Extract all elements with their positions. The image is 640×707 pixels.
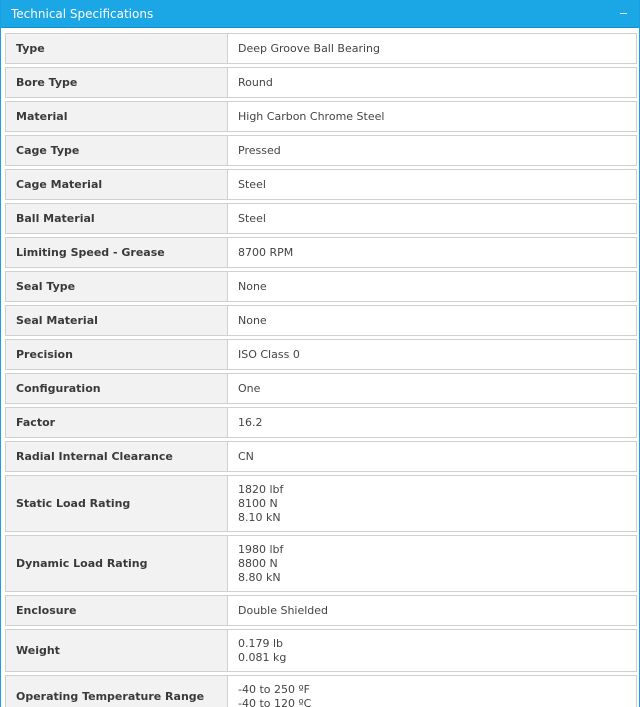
panel-header[interactable]	[1, 0, 639, 28]
table-row	[5, 203, 637, 234]
spec-value-line: Pressed	[238, 143, 281, 157]
specs-table	[5, 30, 637, 707]
spec-value	[227, 271, 637, 302]
spec-value	[227, 67, 637, 98]
table-row	[5, 629, 637, 672]
spec-label: Operating Temperature Range	[5, 675, 227, 707]
table-row	[5, 135, 637, 166]
spec-value-line: 0.081 kg	[238, 650, 287, 664]
spec-label: Precision	[5, 339, 227, 370]
table-row	[5, 535, 637, 592]
spec-label: Ball Material	[5, 203, 227, 234]
spec-value-line: 8800 N	[238, 556, 278, 570]
spec-label: Configuration	[5, 373, 227, 404]
spec-value	[227, 475, 637, 532]
spec-label: Bore Type	[5, 67, 227, 98]
spec-value	[227, 535, 637, 592]
table-row	[5, 407, 637, 438]
spec-value-line: -40 to 250 ºF	[238, 682, 311, 696]
spec-value	[227, 595, 637, 626]
spec-label: Material	[5, 101, 227, 132]
spec-label: Limiting Speed - Grease	[5, 237, 227, 268]
spec-value-line: CN	[238, 449, 254, 463]
table-row	[5, 169, 637, 200]
spec-value-line: None	[238, 279, 267, 293]
spec-value	[227, 629, 637, 672]
table-row	[5, 441, 637, 472]
spec-value-line: One	[238, 381, 261, 395]
spec-value	[227, 339, 637, 370]
spec-value	[227, 305, 637, 336]
table-row	[5, 237, 637, 268]
panel-title: Technical Specifications	[11, 6, 154, 21]
spec-value-line: Round	[238, 75, 273, 89]
spec-value-line: 1820 lbf	[238, 482, 284, 496]
spec-label: Dynamic Load Rating	[5, 535, 227, 592]
spec-value-line: -40 to 120 ºC	[238, 696, 312, 707]
spec-label: Cage Type	[5, 135, 227, 166]
spec-label: Seal Material	[5, 305, 227, 336]
spec-value	[227, 407, 637, 438]
table-row	[5, 339, 637, 370]
table-row	[5, 101, 637, 132]
spec-label: Weight	[5, 629, 227, 672]
table-row	[5, 271, 637, 302]
table-row	[5, 675, 637, 707]
spec-value	[227, 33, 637, 64]
spec-value	[227, 101, 637, 132]
table-row	[5, 33, 637, 64]
spec-value-line: 8.80 kN	[238, 570, 281, 584]
spec-label: Radial Internal Clearance	[5, 441, 227, 472]
table-row	[5, 67, 637, 98]
spec-value	[227, 441, 637, 472]
spec-value	[227, 203, 637, 234]
spec-value	[227, 675, 637, 707]
table-row	[5, 305, 637, 336]
spec-label: Cage Material	[5, 169, 227, 200]
minus-icon[interactable]	[619, 9, 629, 19]
spec-value	[227, 373, 637, 404]
spec-value-line: Steel	[238, 177, 266, 191]
spec-value-line: 0.179 lb	[238, 636, 284, 650]
spec-value-line: ISO Class 0	[238, 347, 300, 361]
spec-label: Factor	[5, 407, 227, 438]
spec-value-line: Double Shielded	[238, 603, 329, 617]
spec-value-line: Steel	[238, 211, 266, 225]
spec-value-line: Deep Groove Ball Bearing	[238, 41, 381, 55]
spec-label: Static Load Rating	[5, 475, 227, 532]
spec-value-line: 8100 N	[238, 496, 278, 510]
table-row	[5, 475, 637, 532]
spec-value	[227, 135, 637, 166]
spec-value-line: High Carbon Chrome Steel	[238, 109, 385, 123]
spec-value-line: 8.10 kN	[238, 510, 281, 524]
spec-value	[227, 169, 637, 200]
spec-label: Type	[5, 33, 227, 64]
spec-value-line: 8700 RPM	[238, 245, 294, 259]
spec-label: Enclosure	[5, 595, 227, 626]
table-row	[5, 595, 637, 626]
spec-value-line: None	[238, 313, 267, 327]
spec-value-line: 1980 lbf	[238, 542, 284, 556]
spec-value-line: 16.2	[238, 415, 263, 429]
table-row	[5, 373, 637, 404]
spec-label: Seal Type	[5, 271, 227, 302]
spec-value	[227, 237, 637, 268]
